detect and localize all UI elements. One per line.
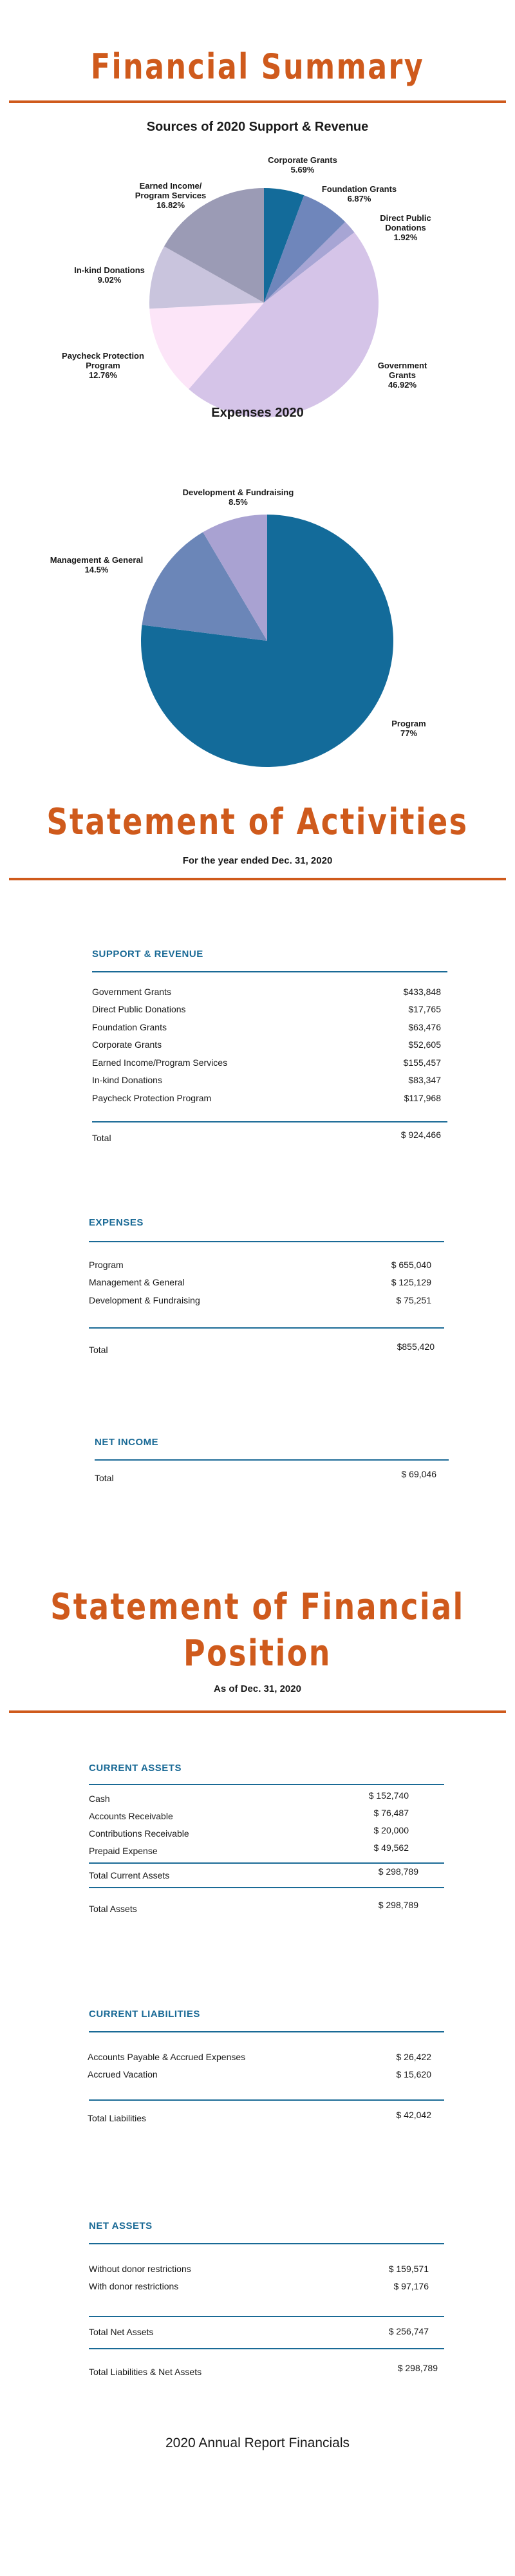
liability-row-value: $ 26,422 bbox=[396, 2052, 431, 2062]
support-row-value: $433,848 bbox=[403, 987, 441, 997]
support-total-value: $ 924,466 bbox=[400, 1130, 441, 1140]
net-assets-heading: NET ASSETS bbox=[89, 2221, 153, 2231]
slice-percent: 9.02% bbox=[97, 275, 122, 285]
pie1-label-earned-income bbox=[122, 181, 219, 210]
total-net-assets-value: $ 256,747 bbox=[388, 2326, 429, 2336]
expense-row-value: $ 655,040 bbox=[391, 1260, 431, 1270]
position-title-line1: Statement of Financial bbox=[50, 1586, 465, 1628]
subtotal-rule bbox=[89, 2316, 444, 2317]
pie2-label-development-fundraising bbox=[154, 488, 322, 507]
total-current-assets-label: Total Current Assets bbox=[89, 1870, 170, 1880]
pie1-label-paycheck-protection-program bbox=[58, 351, 148, 380]
title-divider bbox=[9, 100, 506, 103]
asset-row-label: Contributions Receivable bbox=[89, 1828, 189, 1839]
expense-row-value: $ 125,129 bbox=[391, 1277, 431, 1287]
total-rule bbox=[92, 1121, 447, 1122]
slice-name: Government Grants bbox=[377, 361, 427, 380]
net-income-total-label: Total bbox=[95, 1473, 114, 1483]
total-rule bbox=[89, 1887, 444, 1888]
asset-row-value: $ 49,562 bbox=[373, 1842, 409, 1853]
slice-percent: 46.92% bbox=[388, 380, 417, 390]
expense-row-value: $ 75,251 bbox=[396, 1295, 431, 1305]
support-row-label: In-kind Donations bbox=[92, 1075, 162, 1085]
support-revenue-heading: SUPPORT & REVENUE bbox=[92, 949, 203, 960]
expenses-pie-slices bbox=[141, 515, 393, 767]
pie1-label-foundation-grants bbox=[314, 184, 404, 204]
slice-name: Development & Fundraising bbox=[182, 488, 294, 497]
expenses-pie-chart bbox=[135, 509, 399, 773]
total-current-assets-value: $ 298,789 bbox=[378, 1866, 418, 1877]
liability-row-label: Accrued Vacation bbox=[88, 2069, 158, 2079]
total-assets-value: $ 298,789 bbox=[378, 1900, 418, 1910]
asset-row-value: $ 20,000 bbox=[373, 1825, 409, 1835]
section-rule bbox=[89, 2031, 444, 2032]
position-subtitle: As of Dec. 31, 2020 bbox=[214, 1683, 301, 1694]
total-liabilities-label: Total Liabilities bbox=[88, 2113, 147, 2123]
asset-row-label: Prepaid Expense bbox=[89, 1846, 158, 1856]
total-net-assets-label: Total Net Assets bbox=[89, 2327, 154, 2337]
expenses-heading: EXPENSES bbox=[89, 1217, 144, 1228]
slice-name: In-kind Donations bbox=[74, 265, 145, 275]
slice-percent: 6.87% bbox=[347, 194, 371, 204]
slice-percent: 12.76% bbox=[88, 370, 118, 380]
activities-title: Statement of Activities bbox=[46, 801, 469, 843]
current-assets-heading: CURRENT ASSETS bbox=[89, 1763, 182, 1774]
slice-percent: 1.92% bbox=[393, 232, 418, 242]
support-row-label: Direct Public Donations bbox=[92, 1004, 186, 1014]
position-title bbox=[46, 1584, 469, 1677]
slice-name: Management & General bbox=[50, 555, 144, 565]
pie1-label-government-grants bbox=[373, 361, 431, 390]
position-divider bbox=[9, 1710, 506, 1713]
slice-name: Foundation Grants bbox=[321, 184, 397, 194]
total-rule bbox=[89, 1327, 444, 1329]
net-income-heading: NET INCOME bbox=[95, 1437, 159, 1448]
slice-name: Earned Income/ Program Services bbox=[135, 181, 207, 200]
slice-name: Corporate Grants bbox=[268, 155, 337, 165]
asset-row-label: Accounts Receivable bbox=[89, 1811, 173, 1821]
asset-row-value: $ 76,487 bbox=[373, 1808, 409, 1818]
expense-row-label: Management & General bbox=[89, 1277, 185, 1287]
subtotal-rule bbox=[89, 1862, 444, 1864]
expenses-total-value: $855,420 bbox=[397, 1341, 435, 1352]
pie2-label-program bbox=[380, 719, 438, 738]
support-row-value: $83,347 bbox=[408, 1075, 441, 1085]
total-liabilities-value: $ 42,042 bbox=[396, 2110, 431, 2120]
slice-percent: 16.82% bbox=[156, 200, 185, 210]
total-liabilities-net-assets-value: $ 298,789 bbox=[397, 2363, 438, 2373]
revenue-pie-slices bbox=[149, 188, 379, 417]
expenses-total-label: Total bbox=[89, 1345, 108, 1355]
expense-row-label: Program bbox=[89, 1260, 124, 1270]
slice-percent: 5.69% bbox=[290, 165, 315, 175]
pie1-label-in-kind-donations bbox=[61, 265, 158, 285]
slice-percent: 8.5% bbox=[229, 497, 248, 507]
support-row-label: Foundation Grants bbox=[92, 1022, 167, 1032]
asset-row-label: Cash bbox=[89, 1794, 110, 1804]
section-rule bbox=[89, 1241, 444, 1242]
section-rule bbox=[89, 1784, 444, 1785]
liability-row-value: $ 15,620 bbox=[396, 2069, 431, 2079]
slice-percent: 77% bbox=[400, 728, 418, 738]
total-assets-label: Total Assets bbox=[89, 1904, 137, 1914]
activities-divider bbox=[9, 878, 506, 880]
revenue-pie-chart bbox=[142, 180, 386, 425]
net-income-total-value: $ 69,046 bbox=[401, 1469, 436, 1479]
pie2-label-management-general bbox=[29, 555, 164, 574]
slice-name: Direct Public Donations bbox=[380, 213, 431, 232]
support-row-value: $155,457 bbox=[403, 1057, 441, 1068]
section-rule bbox=[89, 2243, 444, 2244]
liability-row-label: Accounts Payable & Accrued Expenses bbox=[88, 2052, 246, 2062]
section-rule bbox=[92, 971, 447, 972]
support-row-value: $63,476 bbox=[408, 1022, 441, 1032]
slice-name: Program bbox=[391, 719, 426, 728]
asset-row-value: $ 152,740 bbox=[368, 1790, 409, 1801]
net-asset-row-label: Without donor restrictions bbox=[89, 2264, 191, 2274]
support-row-label: Corporate Grants bbox=[92, 1039, 162, 1050]
support-row-value: $117,968 bbox=[404, 1093, 441, 1103]
revenue-chart-title: Sources of 2020 Support & Revenue bbox=[146, 120, 369, 134]
support-row-label: Government Grants bbox=[92, 987, 171, 997]
total-rule bbox=[89, 2348, 444, 2349]
support-total-label: Total bbox=[92, 1133, 111, 1143]
support-row-value: $52,605 bbox=[408, 1039, 441, 1050]
section-rule bbox=[95, 1459, 449, 1461]
pie1-label-direct-public-donations bbox=[370, 213, 441, 242]
footer-text: 2020 Annual Report Financials bbox=[165, 2436, 350, 2450]
activities-subtitle: For the year ended Dec. 31, 2020 bbox=[182, 855, 333, 866]
current-liabilities-heading: CURRENT LIABILITIES bbox=[89, 2009, 200, 2020]
page-title: Financial Summary bbox=[90, 46, 425, 87]
total-rule bbox=[89, 2099, 444, 2101]
support-row-label: Paycheck Protection Program bbox=[92, 1093, 212, 1103]
net-asset-row-label: With donor restrictions bbox=[89, 2281, 179, 2291]
slice-name: Paycheck Protection Program bbox=[62, 351, 144, 370]
total-liabilities-net-assets-label: Total Liabilities & Net Assets bbox=[89, 2367, 202, 2377]
support-row-label: Earned Income/Program Services bbox=[92, 1057, 228, 1068]
expense-row-label: Development & Fundraising bbox=[89, 1295, 200, 1305]
slice-percent: 14.5% bbox=[84, 565, 109, 574]
expenses-chart-title: Expenses 2020 bbox=[211, 406, 304, 420]
position-title-line2: Position bbox=[183, 1633, 332, 1674]
support-row-value: $17,765 bbox=[408, 1004, 441, 1014]
net-asset-row-value: $ 159,571 bbox=[388, 2264, 429, 2274]
pie1-label-corporate-grants bbox=[258, 155, 348, 175]
net-asset-row-value: $ 97,176 bbox=[393, 2281, 429, 2291]
